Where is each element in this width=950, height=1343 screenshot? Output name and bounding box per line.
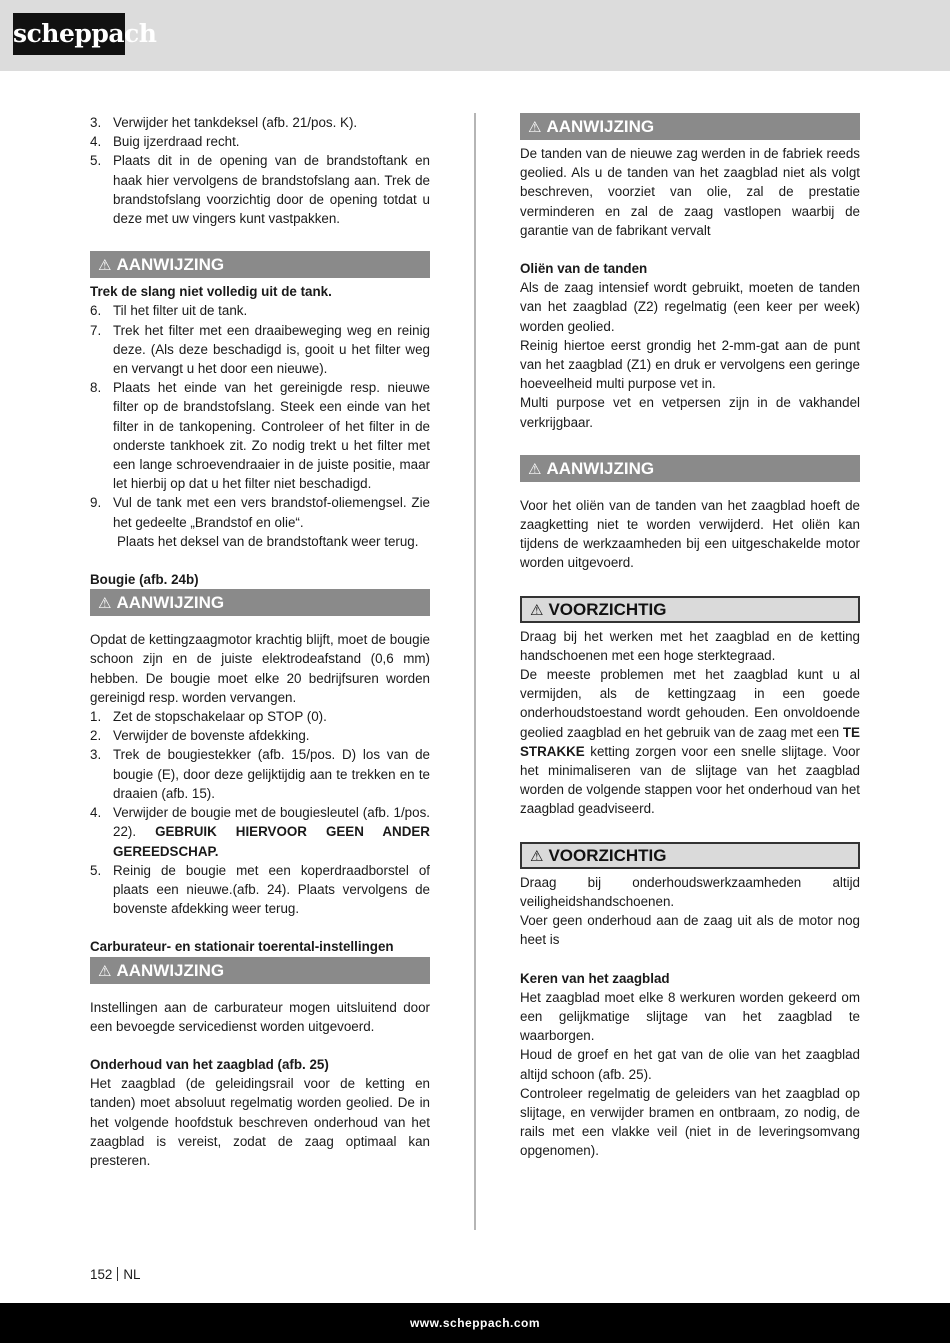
list-item: 4. Buig ijzerdraad recht. xyxy=(90,134,240,150)
warning-triangle-icon: ⚠ xyxy=(528,460,542,478)
paragraph: Instellingen aan de carburateur mogen uitsluitend door een bevoegde servicedienst worden uitgevoerd. xyxy=(90,999,430,1034)
paragraph: Het zaagblad moet elke 8 werkuren worden gekeerd om een gelijkmatige slijtage van het zaagblad te waarborgen. xyxy=(520,989,860,1044)
note-banner: ⚠ AANWIJZING xyxy=(90,589,430,616)
list-item: 8. Plaats het einde van het gereinigde resp. nieuwe filter op de brandstofslang. Steek een einde van het filter in de tankopening. Controleer of het filter in de onderste tankhoek zit. Zo nodig trekt u het filter met een lange schroevendraaier in de juiste positie, maar let hierbij op dat u het filter niet beschadigd. xyxy=(90,380,430,492)
section-heading: Oliën van de tanden xyxy=(520,261,648,277)
step-list xyxy=(90,301,430,531)
warning-triangle-icon: ⚠ xyxy=(528,119,542,136)
warning-triangle-icon: ⚠ xyxy=(98,257,112,275)
warning-triangle-icon: ⚠ xyxy=(98,962,112,980)
section-heading: Keren van het zaagblad xyxy=(520,970,670,986)
paragraph: Reinig hiertoe eerst grondig het 2-mm-gat aan de punt van het zaagblad (Z1) en druk er vervolgens een geringe hoeveelheid multi purpose vet in. xyxy=(520,337,860,392)
list-item: 5. Reinig de bougie met een koperdraadborstel of plaats een nieuwe.(afb. 24). Plaats vervolgens de bovenste afdekking weer terug. xyxy=(90,862,430,917)
warning-triangle-icon: ⚠ xyxy=(530,601,544,619)
warning-triangle-icon: ⚠ xyxy=(530,847,544,865)
list-item: 4. Verwijder de bougie met de bougiesleutel (afb. 1/pos. 22). GEBRUIK HIERVOOR GEEN ANDER GEREEDSCHAP. xyxy=(90,805,430,859)
list-item: 3. Verwijder het tankdeksel (afb. 21/pos. K). xyxy=(90,115,358,130)
website-link[interactable]: www.scheppach.com xyxy=(409,1316,541,1330)
brand-logo: scheppach xyxy=(13,13,125,55)
caution-banner: ⚠ VOORZICHTIG xyxy=(520,596,860,623)
footer-bar xyxy=(0,1303,950,1343)
paragraph: Draag bij onderhoudswerkzaamheden altijd veiligheidshandschoenen. xyxy=(520,874,860,909)
note-banner: ⚠ AANWIJZING xyxy=(90,957,430,984)
paragraph: Opdat de kettingzaagmotor krachtig blijft, moet de bougie schoon zijn en de juiste elektrodeafstand (0,6 mm) hebben. De bougie moet elke 20 bedrijfsuren worden gereinigd resp. worden vervangen. xyxy=(90,632,430,705)
list-item: 6. Til het filter uit de tank. xyxy=(90,303,248,319)
step-list xyxy=(90,707,430,918)
note-banner: ⚠ AANWIJZING xyxy=(520,113,860,140)
paragraph: Houd de groef en het gat van de olie van het zaagblad altijd schoon (afb. 25). xyxy=(520,1047,860,1082)
paragraph: Als de zaag intensief wordt gebruikt, moeten de tanden van het zaagblad (Z2) regelmatig (een keer per week) worden geolied. xyxy=(520,280,860,334)
header-bar xyxy=(0,0,950,71)
right-column xyxy=(520,113,860,1161)
list-item: 1. Zet de stopschakelaar op STOP (0). xyxy=(90,709,327,725)
warning-triangle-icon: ⚠ xyxy=(98,595,112,613)
step-list xyxy=(90,113,430,228)
paragraph: Controleer regelmatig de geleiders van het zaagblad op slijtage, en verwijder bramen en ontbraam, zo nodig, de rails met een vlakke veil (niet in de leveringsomvang opgenomen). xyxy=(520,1085,860,1159)
list-item: 3. Trek de bougiestekker (afb. 15/pos. D) los van de bougie (E), door deze gelijktijdig aan te trekken en te draaien (afb. 15). xyxy=(90,747,430,801)
note-banner: ⚠ AANWIJZING xyxy=(90,251,430,278)
column-divider xyxy=(474,113,476,1230)
paragraph: Voor het oliën van de tanden van het zaagblad hoeft de zaagketting niet te worden verwijderd. Het oliën kan tijdens de werkzaamheden bij een uitgeschakelde motor worden uitgevoerd. xyxy=(520,497,860,571)
note-banner: ⚠ AANWIJZING xyxy=(520,455,860,482)
list-item: 5. Plaats dit in de opening van de brandstoftank en haak hier vervolgens de brandstofslang aan. Trek de brandstofslang voorzichtig door de opening totdat u deze met uw vingers kunt vastpakken. xyxy=(90,153,430,227)
list-extra-text: Plaats het deksel van de brandstoftank weer terug. xyxy=(117,533,419,549)
left-column xyxy=(90,113,430,1170)
section-heading: Carburateur- en stationair toerental-instellingen xyxy=(90,939,394,955)
paragraph: Het zaagblad (de geleidingsrail voor de ketting en tanden) moet absoluut regelmatig worden geolied. De in het volgende hoofdstuk beschreven onderhoud van het zaagblad is vereist, zodat de zaag optimaal kan presteren. xyxy=(90,1076,430,1168)
section-heading: Onderhoud van het zaagblad (afb. 25) xyxy=(90,1056,329,1072)
paragraph: Draag bij het werken met het zaagblad en de ketting handschoenen met een hoge sterktegraad. xyxy=(520,628,860,663)
list-item: 2. Verwijder de bovenste afdekking. xyxy=(90,728,310,744)
paragraph: De meeste problemen met het zaagblad kunt u al vermijden, als de kettingzaag in een goede onderhoudstoestand wordt gehouden. Een onvoldoende geolied zaagblad en het gebruik van de zaag met een TE STRAKKE ketting zorgen voor een snelle slijtage. Voor het minimaliseren van de slijtage van het zaagblad worden de volgende stappen voor het onderhoud van het zaagblad geadviseerd. xyxy=(520,667,860,817)
list-item: 7. Trek het filter met een draaibeweging weg en reinig deze. (Als deze beschadigd is, gooit u het filter weg en vervangt u het door een nieuwe). xyxy=(90,322,430,377)
page-number: 152 NL xyxy=(90,1267,141,1282)
section-heading: Bougie (afb. 24b) xyxy=(90,572,199,588)
list-item: 9. Vul de tank met een vers brandstof-oliemengsel. Zie het gedeelte „Brandstof en olie“. xyxy=(90,495,430,530)
paragraph: De tanden van de nieuwe zag werden in de fabriek reeds geolied. Als u de tanden van het zaagblad niet als volgt beschreven, voorziet van olie, zal de prestatie verminderen en zal de zaag vastlopen waarbij de garantie van de fabrikant vervalt xyxy=(520,146,860,238)
caution-banner: ⚠ VOORZICHTIG xyxy=(520,842,860,869)
paragraph: Voer geen onderhoud aan de zaag uit als de motor nog heet is xyxy=(520,913,860,948)
note-text: Trek de slang niet volledig uit de tank. xyxy=(90,284,332,300)
paragraph: Multi purpose vet en vetpersen zijn in de vakhandel verkrijgbaar. xyxy=(520,395,860,430)
